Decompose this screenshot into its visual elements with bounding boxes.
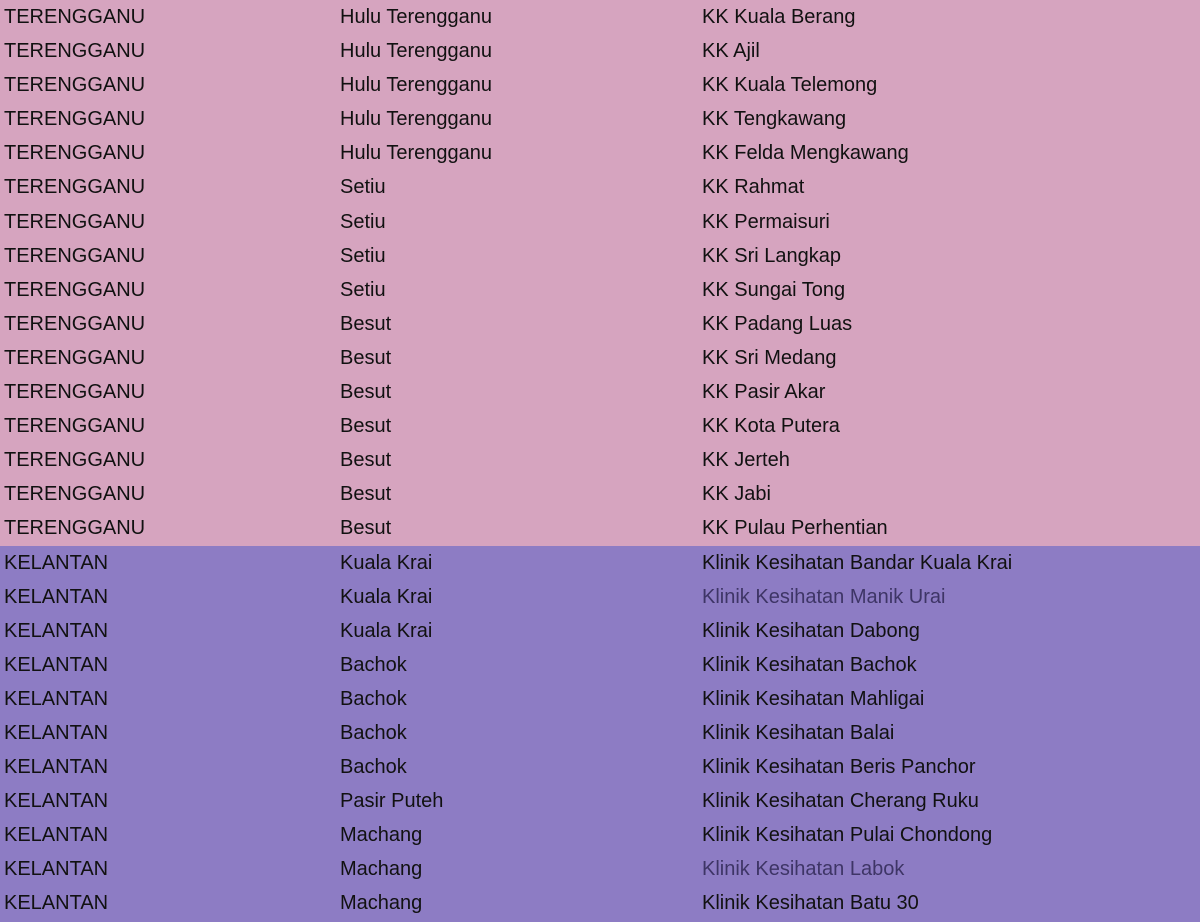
table-row xyxy=(0,307,1200,341)
state-cell: KELANTAN xyxy=(4,756,109,779)
clinic-cell: Klinik Kesihatan Pulai Chondong xyxy=(702,824,993,847)
state-cell: KELANTAN xyxy=(4,858,109,881)
state-cell: TERENGGANU xyxy=(4,6,146,28)
state-cell: TERENGGANU xyxy=(4,415,146,438)
table-row xyxy=(0,886,1200,920)
clinic-cell: KK Padang Luas xyxy=(702,312,853,335)
district-cell: Bachok xyxy=(340,721,407,744)
clinic-cell: KK Permaisuri xyxy=(702,210,830,233)
clinic-cell: Klinik Kesihatan Manik Urai xyxy=(702,585,946,608)
clinic-cell: Klinik Kesihatan Bandar Kuala Krai xyxy=(702,551,1013,574)
state-cell: TERENGGANU xyxy=(4,312,146,335)
clinic-cell: KK Jerteh xyxy=(702,449,790,472)
clinic-cell: KK Tengkawang xyxy=(702,108,847,131)
state-cell: TERENGGANU xyxy=(4,517,146,540)
clinic-cell: KK Rahmat xyxy=(702,176,805,199)
district-cell: Machang xyxy=(340,892,423,915)
state-cell: TERENGGANU xyxy=(4,40,146,63)
state-cell: KELANTAN xyxy=(4,790,109,813)
table-row xyxy=(0,170,1200,204)
clinic-cell: KK Sungai Tong xyxy=(702,278,846,301)
district-cell: Besut xyxy=(340,517,392,540)
district-cell: Kuala Krai xyxy=(340,551,433,574)
district-cell: Setiu xyxy=(340,244,386,267)
district-cell: Hulu Terengganu xyxy=(340,108,492,131)
clinic-cell: KK Felda Mengkawang xyxy=(702,142,909,165)
table-row xyxy=(0,136,1200,170)
table-row xyxy=(0,341,1200,375)
clinic-cell: Klinik Kesihatan Bachok xyxy=(702,653,917,676)
state-cell: TERENGGANU xyxy=(4,449,146,472)
clinic-cell: KK Ajil xyxy=(702,40,760,63)
state-cell: KELANTAN xyxy=(4,585,109,608)
clinic-cell: KK Jabi xyxy=(702,483,771,506)
table-row xyxy=(0,784,1200,818)
table-row xyxy=(0,614,1200,648)
table-row xyxy=(0,239,1200,273)
state-cell: TERENGGANU xyxy=(4,108,146,131)
clinic-cell: KK Pulau Perhentian xyxy=(702,517,888,540)
table-row xyxy=(0,682,1200,716)
district-cell: Besut xyxy=(340,312,392,335)
clinic-cell: Klinik Kesihatan Batu 30 xyxy=(702,892,919,915)
clinic-cell: KK Kuala Telemong xyxy=(702,74,878,97)
state-cell: TERENGGANU xyxy=(4,74,146,97)
state-cell: KELANTAN xyxy=(4,892,109,915)
district-cell: Setiu xyxy=(340,278,386,301)
clinic-cell: Klinik Kesihatan Beris Panchor xyxy=(702,756,976,779)
state-cell: TERENGGANU xyxy=(4,278,146,301)
district-cell: Hulu Terengganu xyxy=(340,40,492,63)
district-cell: Hulu Terengganu xyxy=(340,6,492,28)
table-row xyxy=(0,477,1200,511)
table-row xyxy=(0,102,1200,136)
clinic-cell: Klinik Kesihatan Labok xyxy=(702,858,905,881)
state-cell: KELANTAN xyxy=(4,721,109,744)
district-cell: Hulu Terengganu xyxy=(340,74,492,97)
district-cell: Setiu xyxy=(340,210,386,233)
district-cell: Bachok xyxy=(340,756,407,779)
district-cell: Besut xyxy=(340,415,392,438)
district-cell: Besut xyxy=(340,483,392,506)
state-cell: KELANTAN xyxy=(4,824,109,847)
state-cell: KELANTAN xyxy=(4,687,109,710)
district-cell: Besut xyxy=(340,381,392,404)
district-cell: Hulu Terengganu xyxy=(340,142,492,165)
clinic-cell: KK Kuala Berang xyxy=(702,6,856,28)
table-row xyxy=(0,409,1200,443)
state-cell: TERENGGANU xyxy=(4,346,146,369)
table-row xyxy=(0,852,1200,886)
district-cell: Kuala Krai xyxy=(340,619,433,642)
district-cell: Besut xyxy=(340,449,392,472)
table-row xyxy=(0,580,1200,614)
state-cell: KELANTAN xyxy=(4,551,109,574)
table-row xyxy=(0,273,1200,307)
table-row xyxy=(0,375,1200,409)
state-cell: TERENGGANU xyxy=(4,176,146,199)
clinic-cell: Klinik Kesihatan Cherang Ruku xyxy=(702,790,979,813)
state-cell: KELANTAN xyxy=(4,619,109,642)
state-cell: TERENGGANU xyxy=(4,142,146,165)
state-cell: TERENGGANU xyxy=(4,483,146,506)
clinic-cell: Klinik Kesihatan Mahligai xyxy=(702,687,925,710)
table-row xyxy=(0,0,1200,34)
district-cell: Pasir Puteh xyxy=(340,790,444,813)
district-cell: Machang xyxy=(340,858,423,881)
table-row xyxy=(0,443,1200,477)
clinic-cell: KK Kota Putera xyxy=(702,415,840,438)
state-cell: TERENGGANU xyxy=(4,244,146,267)
table-row xyxy=(0,648,1200,682)
district-cell: Bachok xyxy=(340,687,407,710)
clinic-cell: KK Sri Langkap xyxy=(702,244,841,267)
state-cell: TERENGGANU xyxy=(4,381,146,404)
clinic-cell: KK Pasir Akar xyxy=(702,381,826,404)
table-row xyxy=(0,546,1200,580)
table-row xyxy=(0,750,1200,784)
clinic-cell: Klinik Kesihatan Dabong xyxy=(702,619,920,642)
table-row xyxy=(0,716,1200,750)
district-cell: Setiu xyxy=(340,176,386,199)
table-row xyxy=(0,818,1200,852)
clinic-cell: KK Sri Medang xyxy=(702,346,837,369)
district-cell: Besut xyxy=(340,346,392,369)
district-cell: Bachok xyxy=(340,653,407,676)
district-cell: Kuala Krai xyxy=(340,585,433,608)
table-row xyxy=(0,511,1200,545)
clinic-cell: Klinik Kesihatan Balai xyxy=(702,721,895,744)
state-cell: TERENGGANU xyxy=(4,210,146,233)
district-cell: Machang xyxy=(340,824,423,847)
table-row xyxy=(0,205,1200,239)
table-row xyxy=(0,34,1200,68)
state-cell: KELANTAN xyxy=(4,653,109,676)
table-row xyxy=(0,68,1200,102)
